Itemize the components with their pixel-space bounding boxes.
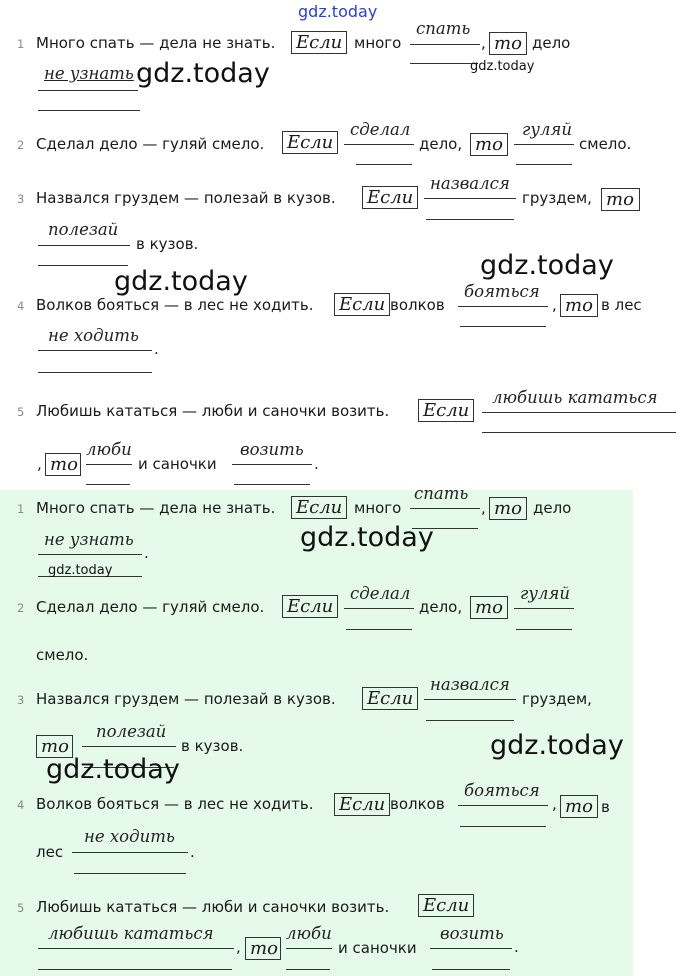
answer-line (38, 110, 140, 111)
word-mnogo: много (354, 499, 402, 517)
word-smelo: смело. (579, 135, 632, 153)
answer-line (460, 326, 546, 327)
to-box: то (560, 795, 598, 818)
handwritten-verb: любишь кататься (492, 388, 658, 407)
proverb-text: Любишь кататься — люби и саночки возить. (36, 402, 390, 420)
to-box: то (470, 133, 508, 156)
to-box: то (601, 188, 640, 211)
answer-line (430, 948, 512, 949)
watermark-large: gdz.today (300, 522, 434, 553)
watermark-large: gdz.today (490, 730, 624, 761)
answer-line (38, 90, 138, 91)
esli-box: Если (362, 186, 418, 209)
proverb-text: Сделал дело — гуляй смело. (36, 598, 265, 616)
watermark-large: gdz.today (480, 250, 614, 281)
to-box: то (489, 497, 527, 520)
proverb-text: Волков бояться — в лес не ходить. (36, 296, 314, 314)
to-box: то (245, 937, 281, 960)
comma: , (37, 455, 42, 473)
answer-line (38, 350, 152, 351)
handwritten-result: гуляй (520, 584, 570, 603)
item-number: 2 (17, 138, 25, 152)
esli-box: Если (282, 595, 338, 618)
answer-line (286, 948, 332, 949)
period: . (514, 938, 519, 956)
item-number: 4 (17, 798, 25, 812)
word-v: в (601, 798, 610, 816)
period: . (190, 843, 195, 861)
word-les: лес (36, 843, 64, 861)
period: . (154, 340, 159, 358)
handwritten-result: возить (240, 440, 304, 459)
to-box: то (470, 596, 508, 619)
answer-line (74, 873, 186, 874)
comma: , (552, 296, 557, 314)
esli-box: Если (334, 293, 390, 316)
answer-line (426, 219, 514, 220)
answer-line (460, 826, 546, 827)
proverb-text: Назвался груздем — полезай в кузов. (36, 690, 336, 708)
word-volkov: волков (390, 795, 445, 813)
word-delo: дело (533, 499, 572, 517)
answer-line (410, 44, 480, 45)
word-i-sanochki: и саночки (138, 455, 217, 473)
handwritten-result: гуляй (522, 120, 572, 139)
comma: , (236, 938, 241, 956)
answer-line (410, 508, 480, 509)
handwritten-result: люби (86, 440, 132, 459)
to-box: то (489, 32, 527, 55)
handwritten-verb: спать (414, 484, 469, 503)
answer-line (38, 372, 152, 373)
item-number: 1 (17, 502, 25, 516)
answer-line (38, 948, 234, 949)
handwritten-verb: назвался (430, 174, 510, 193)
watermark-large: gdz.today (136, 58, 270, 89)
answer-line (344, 608, 414, 609)
handwritten-result: полезай (96, 722, 167, 741)
handwritten-verb: бояться (464, 781, 540, 800)
watermark-top: gdz.today (298, 2, 378, 21)
handwritten-verb: спать (416, 19, 471, 38)
answer-line (38, 245, 130, 246)
item-number: 1 (17, 37, 25, 51)
comma: , (481, 34, 486, 52)
handwritten-result: люби (286, 924, 332, 943)
item-number: 5 (17, 405, 25, 419)
proverb-text: Много спать — дела не знать. (36, 499, 276, 517)
comma: , (481, 499, 486, 517)
proverb-text: Сделал дело — гуляй смело. (36, 135, 265, 153)
handwritten-result: не узнать (44, 64, 134, 83)
word-smelo: смело. (36, 646, 89, 664)
word-gruzdem: груздем, (522, 690, 592, 708)
esli-box: Если (291, 31, 347, 54)
watermark-large: gdz.today (46, 754, 180, 785)
word-volkov: волков (390, 296, 445, 314)
answer-line (458, 805, 548, 806)
esli-box: Если (291, 496, 347, 519)
word-v-les: в лес (601, 296, 642, 314)
word-v-kuzov: в кузов. (181, 737, 244, 755)
handwritten-result: не ходить (84, 827, 175, 846)
to-box: то (45, 453, 81, 476)
answer-line (38, 969, 232, 970)
handwritten-verb: любишь кататься (48, 924, 214, 943)
handwritten-verb: сделал (350, 120, 411, 139)
esli-box: Если (362, 687, 418, 710)
item-number: 3 (17, 192, 25, 206)
proverb-text: Назвался груздем — полезай в кузов. (36, 189, 336, 207)
proverb-text: Много спать — дела не знать. (36, 34, 276, 52)
word-delo: дело (532, 34, 571, 52)
answer-line (516, 629, 572, 630)
answer-line (482, 412, 676, 413)
to-box: то (36, 735, 73, 758)
answer-line (344, 144, 414, 145)
word-i-sanochki: и саночки (338, 939, 417, 957)
word-v-kuzov: в кузов. (136, 235, 199, 253)
esli-box: Если (418, 399, 474, 422)
to-box: то (560, 294, 598, 317)
answer-line (514, 144, 574, 145)
item-number: 3 (17, 693, 25, 707)
answer-line (356, 164, 412, 165)
handwritten-verb: сделал (350, 584, 411, 603)
answer-line (424, 699, 516, 700)
handwritten-verb: назвался (430, 675, 510, 694)
answer-line (410, 63, 478, 64)
word-delo: дело, (419, 598, 463, 616)
answer-line (346, 629, 412, 630)
answer-line (38, 554, 142, 555)
answer-line (432, 969, 510, 970)
esli-box: Если (418, 894, 474, 917)
answer-line (514, 608, 574, 609)
item-number: 5 (17, 901, 25, 915)
item-number: 2 (17, 601, 25, 615)
watermark-large: gdz.today (114, 266, 248, 297)
period: . (144, 544, 149, 562)
proverb-text: Любишь кататься — люби и саночки возить. (36, 898, 390, 916)
watermark-small: gdz.today (48, 563, 113, 578)
handwritten-result: полезай (48, 220, 119, 239)
handwritten-result: не узнать (44, 530, 134, 549)
answer-line (82, 746, 176, 747)
answer-line (86, 484, 130, 485)
item-number: 4 (17, 299, 25, 313)
esli-box: Если (334, 793, 390, 816)
answer-line (458, 306, 548, 307)
answer-line (516, 164, 572, 165)
word-mnogo: много (354, 34, 402, 52)
answer-line (72, 852, 188, 853)
answer-line (424, 198, 516, 199)
period: . (314, 455, 319, 473)
answer-line (286, 969, 330, 970)
word-gruzdem: груздем, (522, 189, 592, 207)
handwritten-verb: бояться (464, 282, 540, 301)
answer-line (482, 432, 676, 433)
word-delo: дело, (419, 135, 463, 153)
answer-line (232, 464, 312, 465)
handwritten-result: возить (440, 924, 504, 943)
answer-line (234, 484, 310, 485)
answer-line (426, 720, 514, 721)
esli-box: Если (282, 131, 338, 154)
comma: , (552, 795, 557, 813)
answer-line (86, 464, 132, 465)
proverb-text: Волков бояться — в лес не ходить. (36, 795, 314, 813)
watermark-small: gdz.today (470, 59, 535, 74)
handwritten-result: не ходить (48, 326, 139, 345)
